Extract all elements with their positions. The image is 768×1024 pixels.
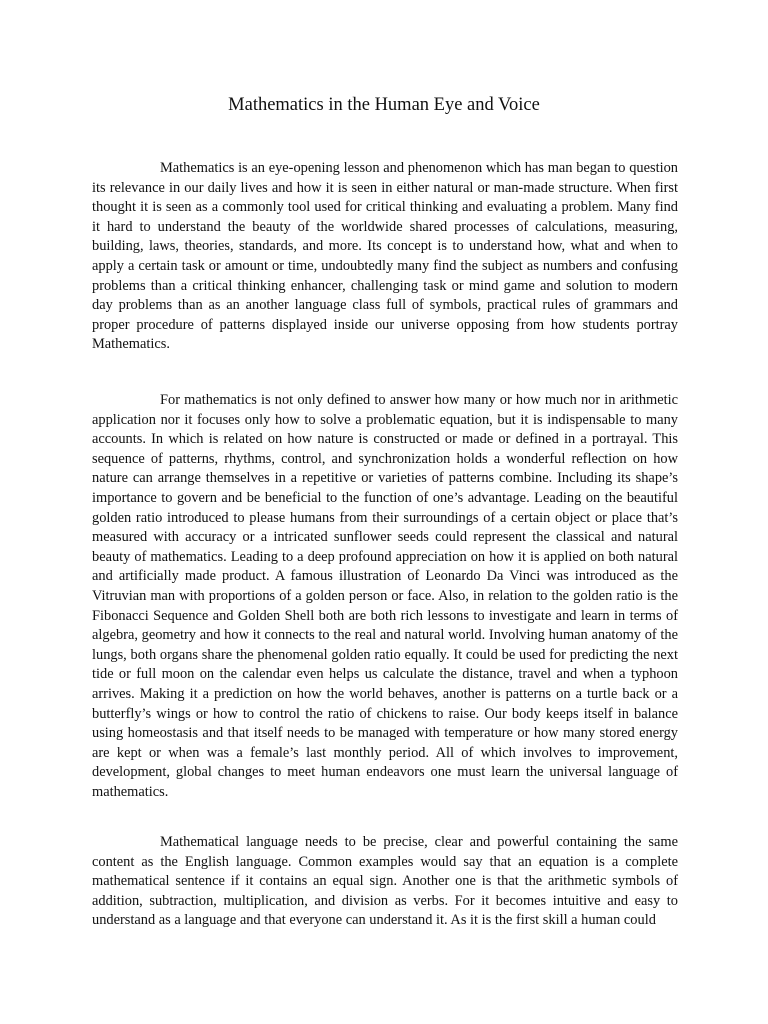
document-title: Mathematics in the Human Eye and Voice — [228, 95, 540, 115]
paragraph-1: Mathematics is an eye-opening lesson and phenomenon which has man began to question its relevance in our daily lives and how it is seen in either natural or man-made structure. When first thought it is seen as a commonly tool used for critical thinking and evaluating a problem. Many find it hard to understand the beauty of the worldwide shared processes of calculations, measuring, building, laws, theories, standards, and more. Its concept is to understand how, what and when to apply a certain task or amount or time, undoubtedly many find the subject as numbers and confusing problems than a critical thinking enhancer, challenging task or mind game and solution to modern day problems than as an another language class full of symbols, practical rules of grammars and proper procedure of patterns displayed inside our universe opposing from how students portray Mathematics. — [92, 160, 678, 353]
paragraph-3: Mathematical language needs to be precise, clear and powerful containing the same content as the English language. Common examples would say that an equation is a complete mathematical sentence if it contains an equal sign. Another one is that the arithmetic symbols of addition, subtraction, multiplication, and division as verbs. For it becomes intuitive and easy to understand as a language and that everyone can understand it. As it is the first skill a human could — [92, 834, 678, 929]
paragraph-2: For mathematics is not only defined to answer how many or how much nor in arithmetic application nor it focuses only how to solve a problematic equation, but it is indispensable to many accounts. In which is related on how nature is constructed or made or defined in a portrayal. This sequence of patterns, rhythms, control, and synchronization holds a wonderful reflection on how nature can arrange themselves in a repetitive or varieties of patterns combine. Including its shape’s importance to govern and be beneficial to the function of one’s advantage. Leading on the beautiful golden ratio introduced to please humans from their surroundings of a certain object or place that’s measured with accuracy or a intricated sunflower seeds could represent the classical and natural beauty of mathematics. Leading to a deep profound appreciation on how it is applied on both natural and artificially made product. A famous illustration of Leonardo Da Vinci was introduced as the Vitruvian man with proportions of a golden person or face. Also, in relation to the golden ratio is the Fibonacci Sequence and Golden Shell both are both rich lessons to investigate and learn in terms of algebra, geometry and how it connects to the real and natural world. Involving human anatomy of the lungs, both organs share the phenomenal golden ratio equally. It could be used for predicting the next tide or full moon on the calendar even helps us calculate the distance, travel and when a typhoon arrives. Making it a prediction on how the world behaves, another is patterns on a turtle back or a butterfly’s wings or how to control the ratio of chickens to raise. Our body keeps itself in balance using homeostasis and that itself needs to be managed with temperature or how many stored energy are kept or when was a female’s last monthly period. All of which involves to improvement, development, global changes to meet human endeavors one must learn the universal language of mathematics. — [92, 392, 678, 800]
